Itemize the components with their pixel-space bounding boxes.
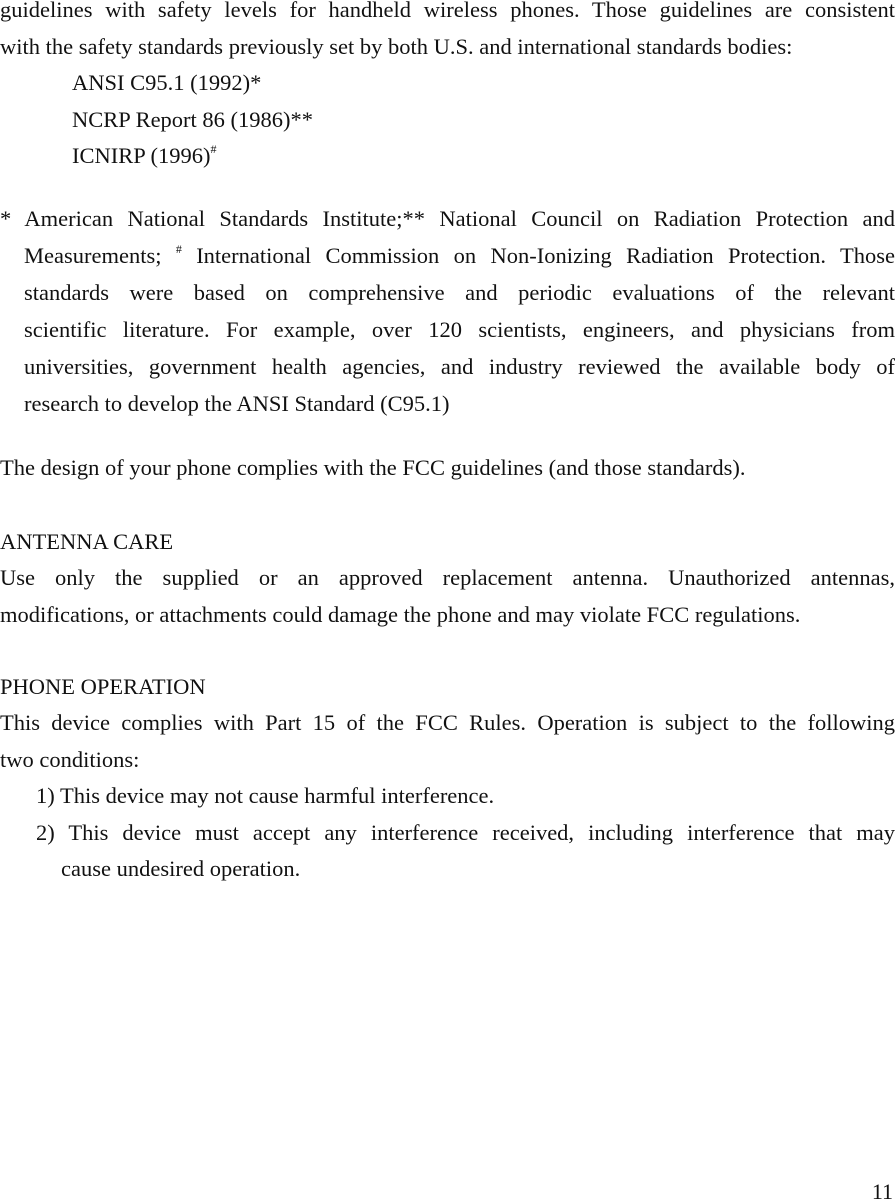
footnote-line-5: universities, government health agencies, and industry reviewed the available body of [24,354,895,379]
intro-line-1: guidelines with safety levels for handheld wireless phones. Those guidelines are consistent [0,0,895,22]
footnote-line-4: scientific literature. For example, over 120 scientists, engineers, and physicians from [24,317,895,342]
page-number: 11 [871,1179,893,1204]
footnote-paragraph [0,200,895,422]
antenna-care-section [0,524,895,633]
phone-operation-line-2: two conditions: [0,746,140,772]
intro-paragraph [0,0,895,65]
antenna-care-heading: ANTENNA CARE [0,529,174,554]
standard-item: NCRP Report 86 (1986)** [72,106,314,132]
hash-footnote-marker: # [175,241,182,256]
footnote-line-1: * American National Standards Institute;** National Council on Radiation Protection and [0,206,895,231]
hash-footnote-marker: # [210,141,217,156]
phone-operation-section [0,669,895,888]
footnote-line-6: research to develop the ANSI Standard (C95.1) [24,391,450,416]
phone-operation-heading: PHONE OPERATION [0,674,206,699]
standard-item: ICNIRP (1996)# [72,141,217,168]
standards-list [0,65,895,175]
footnote-line-2: Measurements; # International Commission on Non-Ionizing Radiation Protection. Those [24,241,895,268]
phone-operation-line-1: This device complies with Part 15 of the FCC Rules. Operation is subject to the following [0,710,895,735]
intro-line-2: with the safety standards previously set by both U.S. and international standards bodies: [0,33,793,59]
antenna-line-2: modifications, or attachments could damage the phone and may violate FCC regulations. [0,601,801,627]
condition-2-line-1: 2) This device must accept any interference received, including interference that may [36,819,895,845]
antenna-line-1: Use only the supplied or an approved replacement antenna. Unauthorized antennas, [0,565,895,590]
condition-2-line-2: cause undesired operation. [61,856,301,881]
design-statement: The design of your phone complies with the FCC guidelines (and those standards). [0,455,746,480]
condition-1: 1) This device may not cause harmful interference. [36,783,495,808]
footnote-line-3: standards were based on comprehensive and periodic evaluations of the relevant [24,280,895,305]
standard-item: ANSI C95.1 (1992)* [72,70,262,95]
